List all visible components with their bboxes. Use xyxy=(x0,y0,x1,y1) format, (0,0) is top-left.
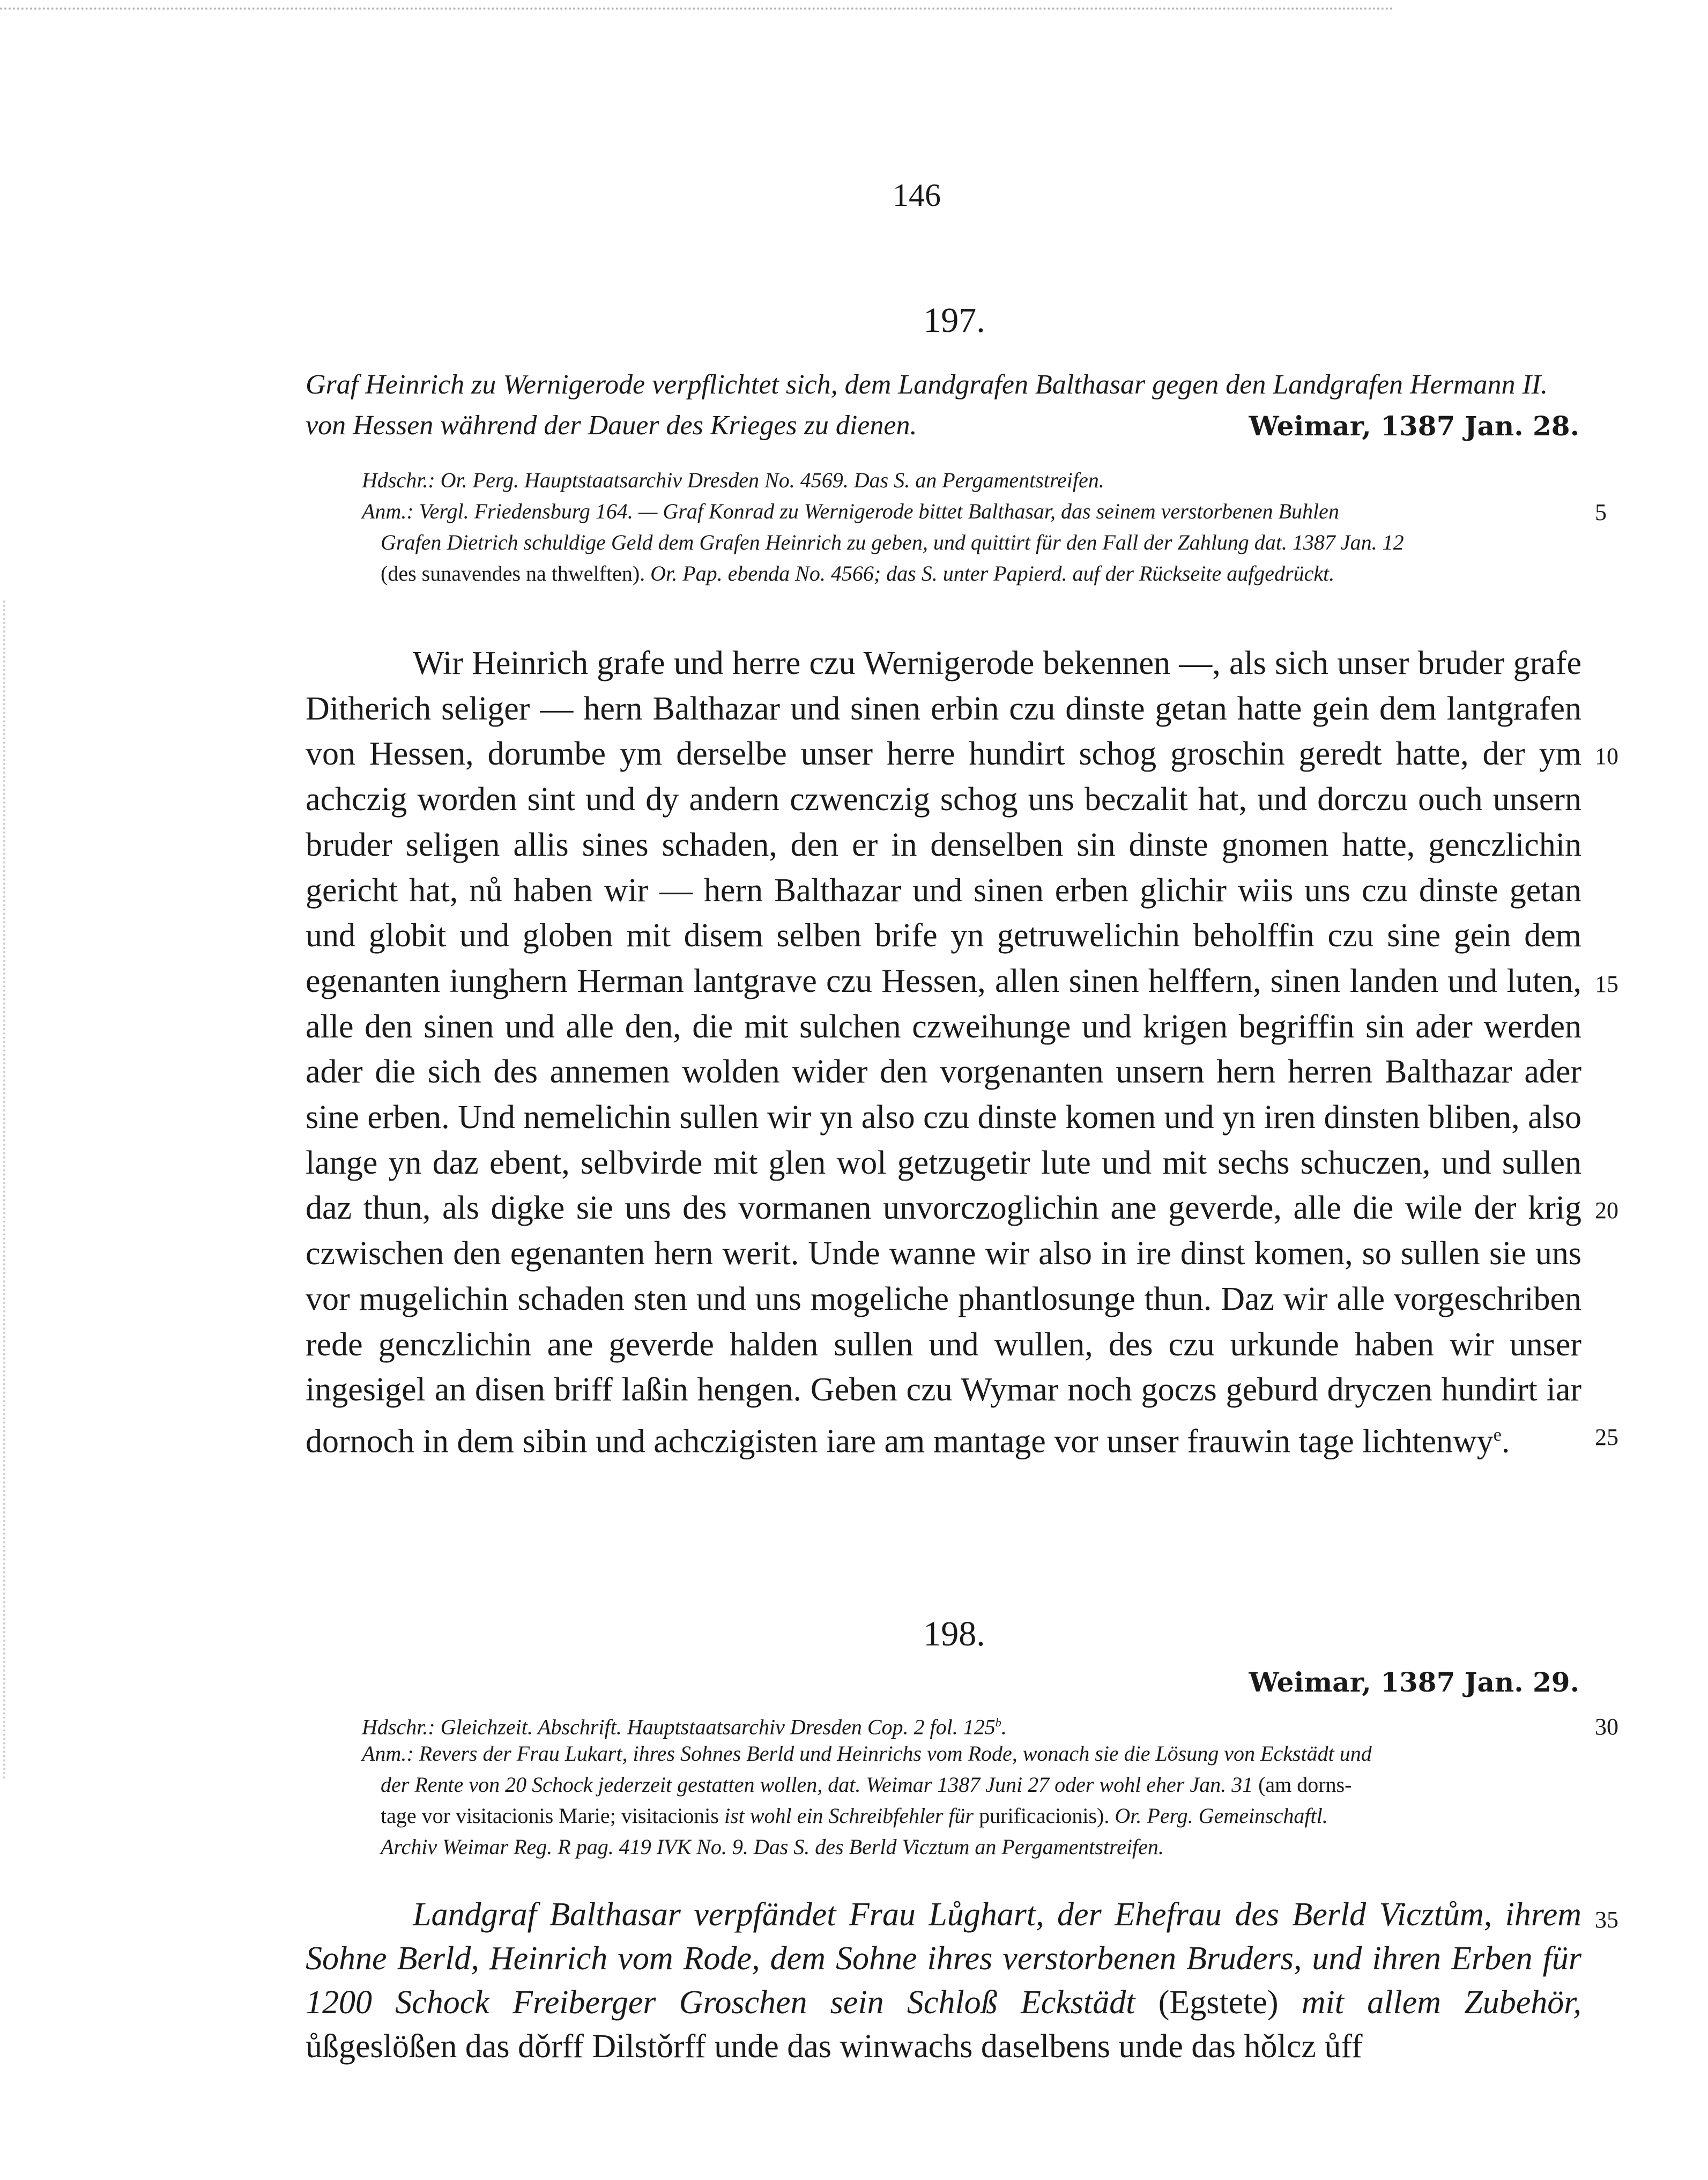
page-number: 146 xyxy=(893,177,941,213)
note-198-line-1: Hdschr.: Gleichzeit. Abschrift. Hauptstaatsarchiv Dresden Cop. 2 fol. 125$^b$. xyxy=(362,1715,1007,1739)
regest-198-d: ůßgeslößen das dǒrff Dilstǒrff unde das winwachs daselbens unde das hǒlcz ůff xyxy=(306,2028,1363,2065)
line-number-30: 30 xyxy=(1595,1714,1618,1740)
document-text-197-sup: e xyxy=(1493,1425,1502,1445)
top-border-rule xyxy=(0,8,1394,12)
note-198-line-5: Archiv Weimar Reg. R pag. 419 IVK No. 9. Das S. des Berld Vicztum an Pergamentstreifen. xyxy=(381,1835,1164,1859)
note-197-line-3: Grafen Dietrich schuldige Geld dem Grafen Heinrich zu geben, und quittirt für den Fall der Zahlung dat. 1387 Jan. 12 xyxy=(381,530,1404,554)
note-198-line-4-a: tage vor visitacionis Marie; visitacionis xyxy=(381,1804,719,1828)
document-text-197-content: Wir Heinrich grafe und herre czu Wernigerode bekennen —, als sich unser bruder grafe Ditherich seliger — hern Balthazar und sinen erbin czu dinste getan hatte gein dem lantgrafen von Hessen, dorumbe ym derselbe unser herre hundirt schog groschin geredt hatte, der ym achczig worden sint und dy andern czwenczig schog uns beczalit hat, und dorczu ouch unsern bruder seligen allis sines schaden, den er in denselben sin dinste gnomen hatte, genczlichin gericht hat, nů haben wir — hern Balthazar und sinen erben glichir wiis uns czu dinste getan und globit und globen mit disem selben brife yn getruwelichin beholffin czu sine gein dem egenanten iunghern Herman lantgrave czu Hessen, allen sinen helffern, sinen landen und luten, alle den sinen und alle den, die mit sulchen czweihunge und krigen begriffin sin ader werden ader die sich des annemen wolden wider den vorgenanten unsern hern herren Balthazar ader sine erben. Und nemelichin sullen wir yn also czu dinste komen und yn iren dinsten bliben, also lange yn daz ebent, selbvirde mit glen wol getzugetir lute und mit sechs schuczen, und sullen daz thun, als digke sie uns des vormanen unvorczoglichin ane geverde, alle die wile der krig czwischen den egenanten hern werit. Unde wanne wir also in ire dinst komen, so sullen sie uns vor mugelichin schaden sten und uns mogeliche phantlosunge thun. Daz wir alle vorgeschriben rede genczlichin ane geverde halden sullen und wullen, des czu urkunde haben wir unser ingesigel an disen briff laßin hengen. Geben czu Wymar noch goczs geburd dryczen hundirt iar dornoch in dem sibin und achczigisten iare am mantage vor unser frauwin tage lichtenwy xyxy=(306,645,1581,1460)
note-198-sup: b xyxy=(995,1716,1001,1729)
note-198-line-4 xyxy=(381,1801,1328,1831)
note-197-quote: (des sunavendes na thwelften). xyxy=(381,561,645,585)
line-number-25: 25 xyxy=(1595,1424,1618,1450)
note-197-line-4 xyxy=(381,559,1334,589)
note-197-line-1: Hdschr.: Or. Perg. Hauptstaatsarchiv Dresden No. 4569. Das S. an Pergamentstreifen. xyxy=(362,468,1104,492)
place-date-197: Weimar, 1387 Jan. 28. xyxy=(1249,410,1579,442)
line-number-15: 15 xyxy=(1595,971,1618,997)
note-198-line-1-text: Hdschr.: Gleichzeit. Abschrift. Hauptstaatsarchiv Dresden Cop. 2 fol. 125 xyxy=(362,1715,996,1739)
document-number-197: 197. xyxy=(923,301,985,340)
note-197-line-2: Anm.: Vergl. Friedensburg 164. — Graf Konrad zu Wernigerode bittet Balthasar, das seinem verstorbenen Buhlen xyxy=(362,499,1339,523)
regest-198-a: Landgraf Balthasar verpfändet Frau Lůghart, der Ehefrau des Berld Vicztům, ihrem Sohne Berld, Heinrich vom Rode, dem Sohne ihres verstorbenen Bruders, und ihren Erben für 1200 Schock Freiberger Groschen sein Schloß Eckstädt xyxy=(306,1896,1581,2021)
document-text-197 xyxy=(306,641,1581,1464)
line-number-35: 35 xyxy=(1595,1907,1618,1933)
binding-gutter-marks xyxy=(3,600,8,1780)
note-198-line-4-c: purificacionis). xyxy=(979,1804,1110,1828)
document-number-198: 198. xyxy=(923,1614,985,1653)
note-198-line-3 xyxy=(381,1770,1352,1800)
note-198-line-3-text: der Rente von 20 Schock jederzeit gestatten wollen, dat. Weimar 1387 Juni 27 oder wohl eher Jan. 31 xyxy=(381,1773,1253,1797)
note-198-line-2: Anm.: Revers der Frau Lukart, ihres Sohnes Berld und Heinrichs vom Rode, wonach sie die Lösung von Eckstädt und xyxy=(362,1741,1372,1766)
regest-198-c: mit allem Zubehör, xyxy=(1301,1984,1581,2021)
regest-197-text: Graf Heinrich zu Wernigerode verpflichtet sich, dem Landgrafen Balthasar gegen den Landgrafen Hermann II. von Hessen während der Dauer des Krieges zu dienen. xyxy=(306,369,1548,441)
place-date-198: Weimar, 1387 Jan. 29. xyxy=(1249,1666,1579,1698)
note-198-line-4-b: ist wohl ein Schreibfehler für xyxy=(724,1804,974,1828)
regest-198 xyxy=(306,1893,1581,2068)
note-198-line-4-d: Or. Perg. Gemeinschaftl. xyxy=(1115,1804,1328,1828)
regest-198-b: (Egstete) xyxy=(1158,1984,1279,2021)
note-198-line-3-quote: (am dorns- xyxy=(1258,1773,1352,1797)
line-number-5: 5 xyxy=(1595,499,1607,525)
line-number-10: 10 xyxy=(1595,743,1618,769)
note-197-source: Or. Pap. ebenda No. 4566; das S. unter Papierd. auf der Rückseite aufgedrückt. xyxy=(650,561,1335,585)
line-number-20: 20 xyxy=(1595,1197,1618,1224)
document-text-197-end: . xyxy=(1501,1423,1510,1460)
